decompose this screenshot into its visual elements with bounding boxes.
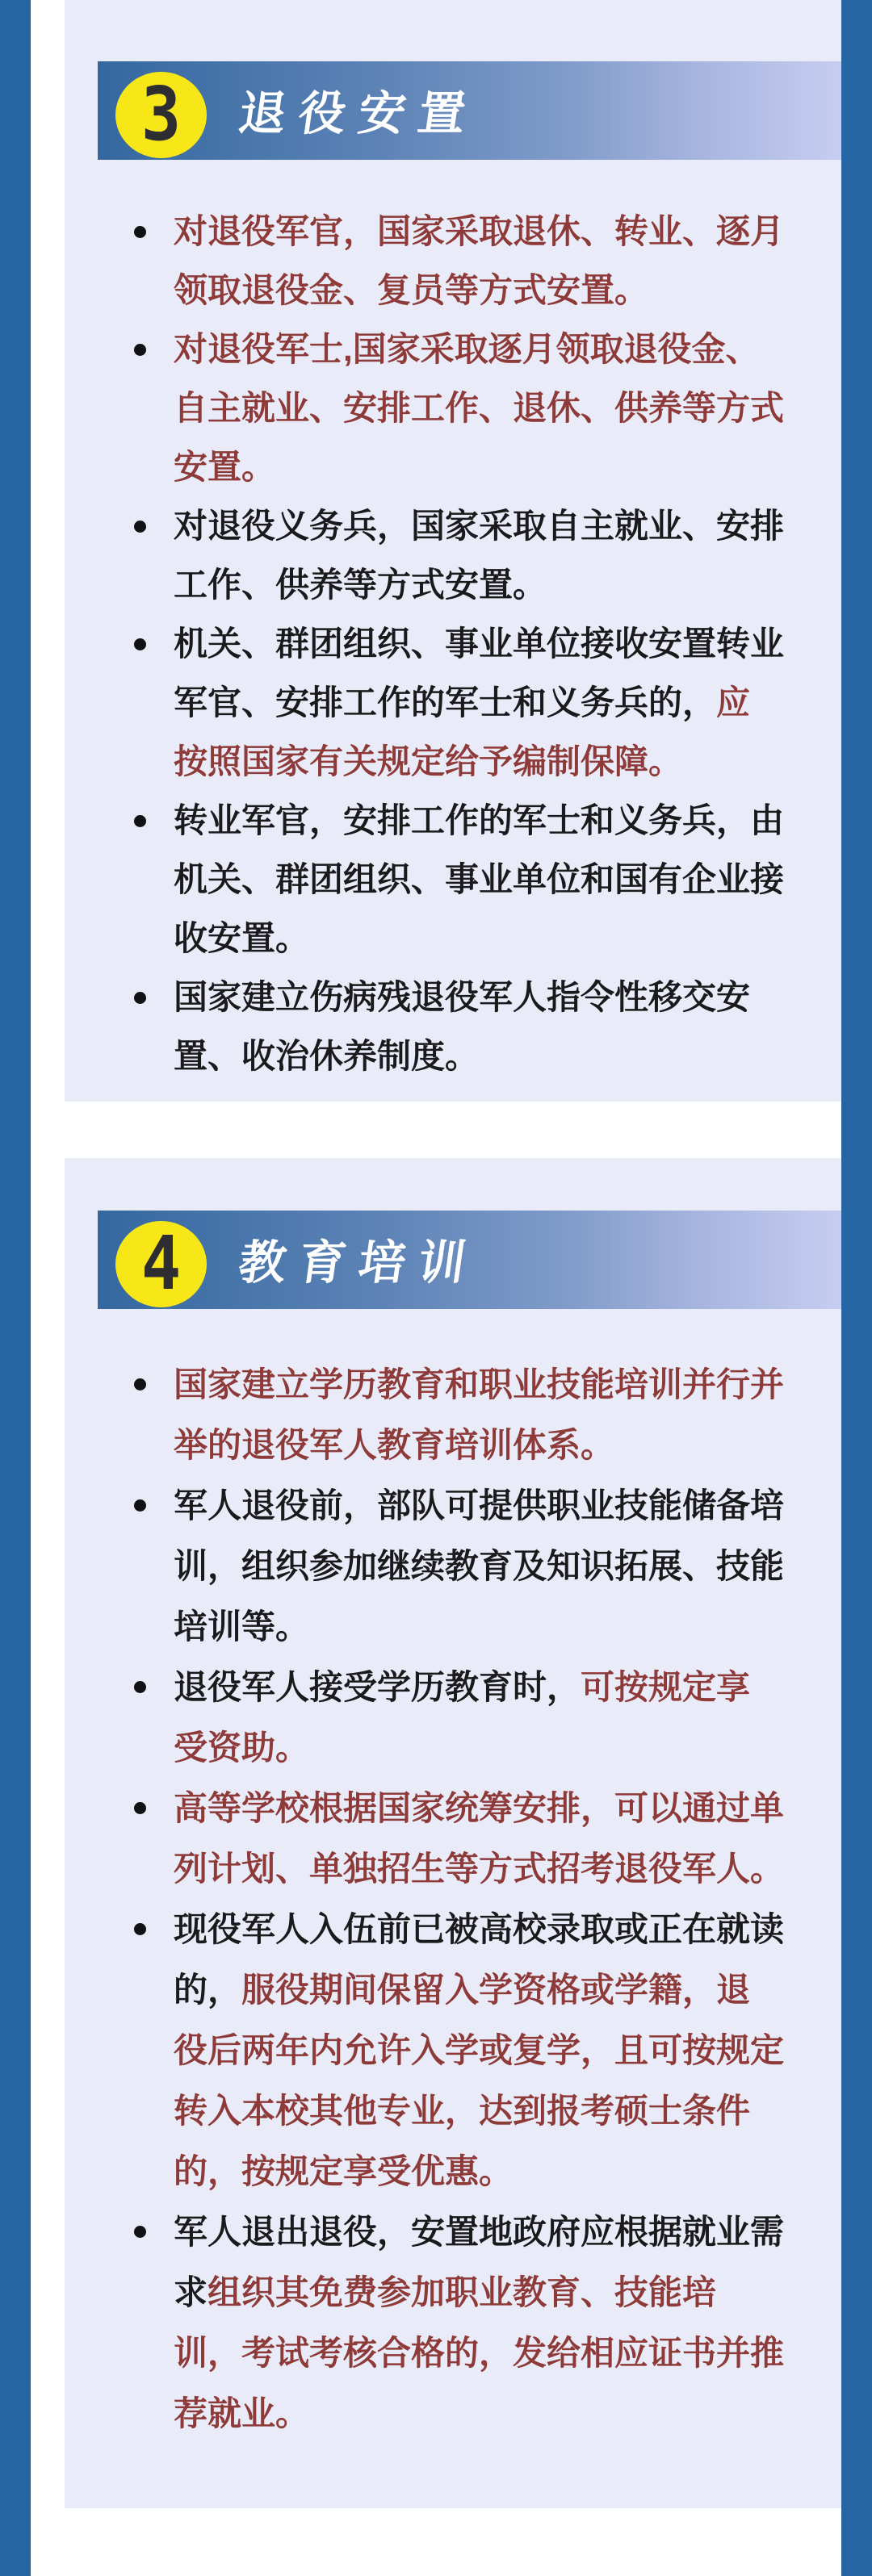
section-number-badge [115, 72, 207, 158]
bullet-text [174, 1475, 784, 1657]
bullet-text-segment: 国家建立伤病残退役军人指令性移交安置、收治休养制度。 [174, 978, 751, 1075]
section-title: 退役安置 [235, 87, 482, 140]
bullet-item [134, 1778, 841, 1899]
bullet-text-segment: 高等学校根据国家统筹安排，可以通过单列计划、单独招生等方式招考退役军人。 [174, 1789, 785, 1888]
bullet-list [65, 202, 841, 1085]
bullet-dot-icon [134, 1378, 146, 1390]
bullet-dot-icon [134, 1923, 146, 1935]
bullet-item [134, 791, 841, 968]
bullet-dot-icon [134, 1802, 146, 1814]
bullet-text [174, 1899, 784, 2202]
bullet-text-segment: 军人退出退役，安置地政府应根据就业需求 [174, 2213, 785, 2311]
bullet-item [134, 320, 841, 496]
bullet-text [174, 202, 784, 320]
bullet-dot-icon [134, 226, 146, 238]
bullet-dot-icon [134, 638, 146, 650]
bullet-item [134, 1475, 841, 1657]
section-card-retirement-placement [65, 0, 841, 1102]
bullet-list [65, 1354, 841, 2444]
bullet-text-segment: 退役军人接受学历教育时， [174, 1668, 581, 1706]
bullet-item [134, 1354, 841, 1475]
section-header-bar [98, 61, 841, 160]
bullet-text-segment: 对退役军官，国家采取退休、转业、逐月领取退役金、复员等方式安置。 [174, 212, 785, 309]
bullet-dot-icon [134, 2226, 146, 2238]
bullet-dot-icon [134, 992, 146, 1004]
bullet-text-segment: 对退役军士,国家采取逐月领取退役金、自主就业、安排工作、退休、供养等方式安置。 [174, 330, 785, 486]
bullet-text-segment: 应按照国家有关规定给予编制保障。 [174, 684, 751, 780]
bullet-item [134, 968, 841, 1085]
bullet-text-segment: 国家建立学历教育和职业技能培训并行并举的退役军人教育培训体系。 [174, 1365, 785, 1464]
bullet-text-segment: 现役军人入伍前已被高校录取或正在就读的， [174, 1910, 785, 2009]
section-title: 教育培训 [235, 1236, 482, 1290]
bullet-dot-icon [134, 521, 146, 533]
bullet-text-segment: 军人退役前，部队可提供职业技能储备培训，组织参加继续教育及知识拓展、技能培训等。 [174, 1487, 785, 1646]
bullet-text-segment: 转业军官，安排工作的军士和义务兵，由机关、群团组织、事业单位和国有企业接收安置。 [174, 801, 785, 957]
bullet-item [134, 2202, 841, 2444]
bullet-dot-icon [134, 344, 146, 356]
section-number: 4 [140, 1220, 182, 1307]
section-number: 3 [140, 71, 182, 158]
section-header-bar [98, 1211, 841, 1309]
bullet-dot-icon [134, 815, 146, 827]
content-page [31, 0, 841, 2576]
bullet-text [174, 1657, 784, 1778]
bullet-text-segment: 对退役义务兵，国家采取自主就业、安排工作、供养等方式安置。 [174, 507, 785, 604]
bullet-text [174, 2202, 784, 2444]
bullet-text [174, 1778, 784, 1899]
bullet-item [134, 614, 841, 791]
bullet-dot-icon [134, 1681, 146, 1693]
bullet-item [134, 496, 841, 614]
bullet-dot-icon [134, 1499, 146, 1512]
bullet-item [134, 1899, 841, 2202]
bullet-text [174, 614, 784, 791]
bullet-item [134, 202, 841, 320]
bullet-text [174, 968, 784, 1085]
bullet-text-segment: 可按规定享受资助。 [174, 1668, 751, 1767]
bullet-text-segment: 组织其免费参加职业教育、技能培训，考试考核合格的，发给相应证书并推荐就业。 [174, 2273, 785, 2432]
bullet-item [134, 1657, 841, 1778]
bullet-text [174, 1354, 784, 1475]
bullet-text [174, 791, 784, 968]
section-number-badge [115, 1221, 207, 1307]
bullet-text [174, 320, 784, 496]
bullet-text-segment: 机关、群团组织、事业单位接收安置转业军官、安排工作的军士和义务兵的， [174, 625, 785, 721]
bullet-text-segment: 服役期间保留入学资格或学籍，退役后两年内允许入学或复学，且可按规定转入本校其他专业，达到报考硕士条件的，按规定享受优惠。 [174, 1971, 785, 2190]
section-card-education-training [65, 1158, 841, 2508]
bullet-text [174, 496, 784, 614]
